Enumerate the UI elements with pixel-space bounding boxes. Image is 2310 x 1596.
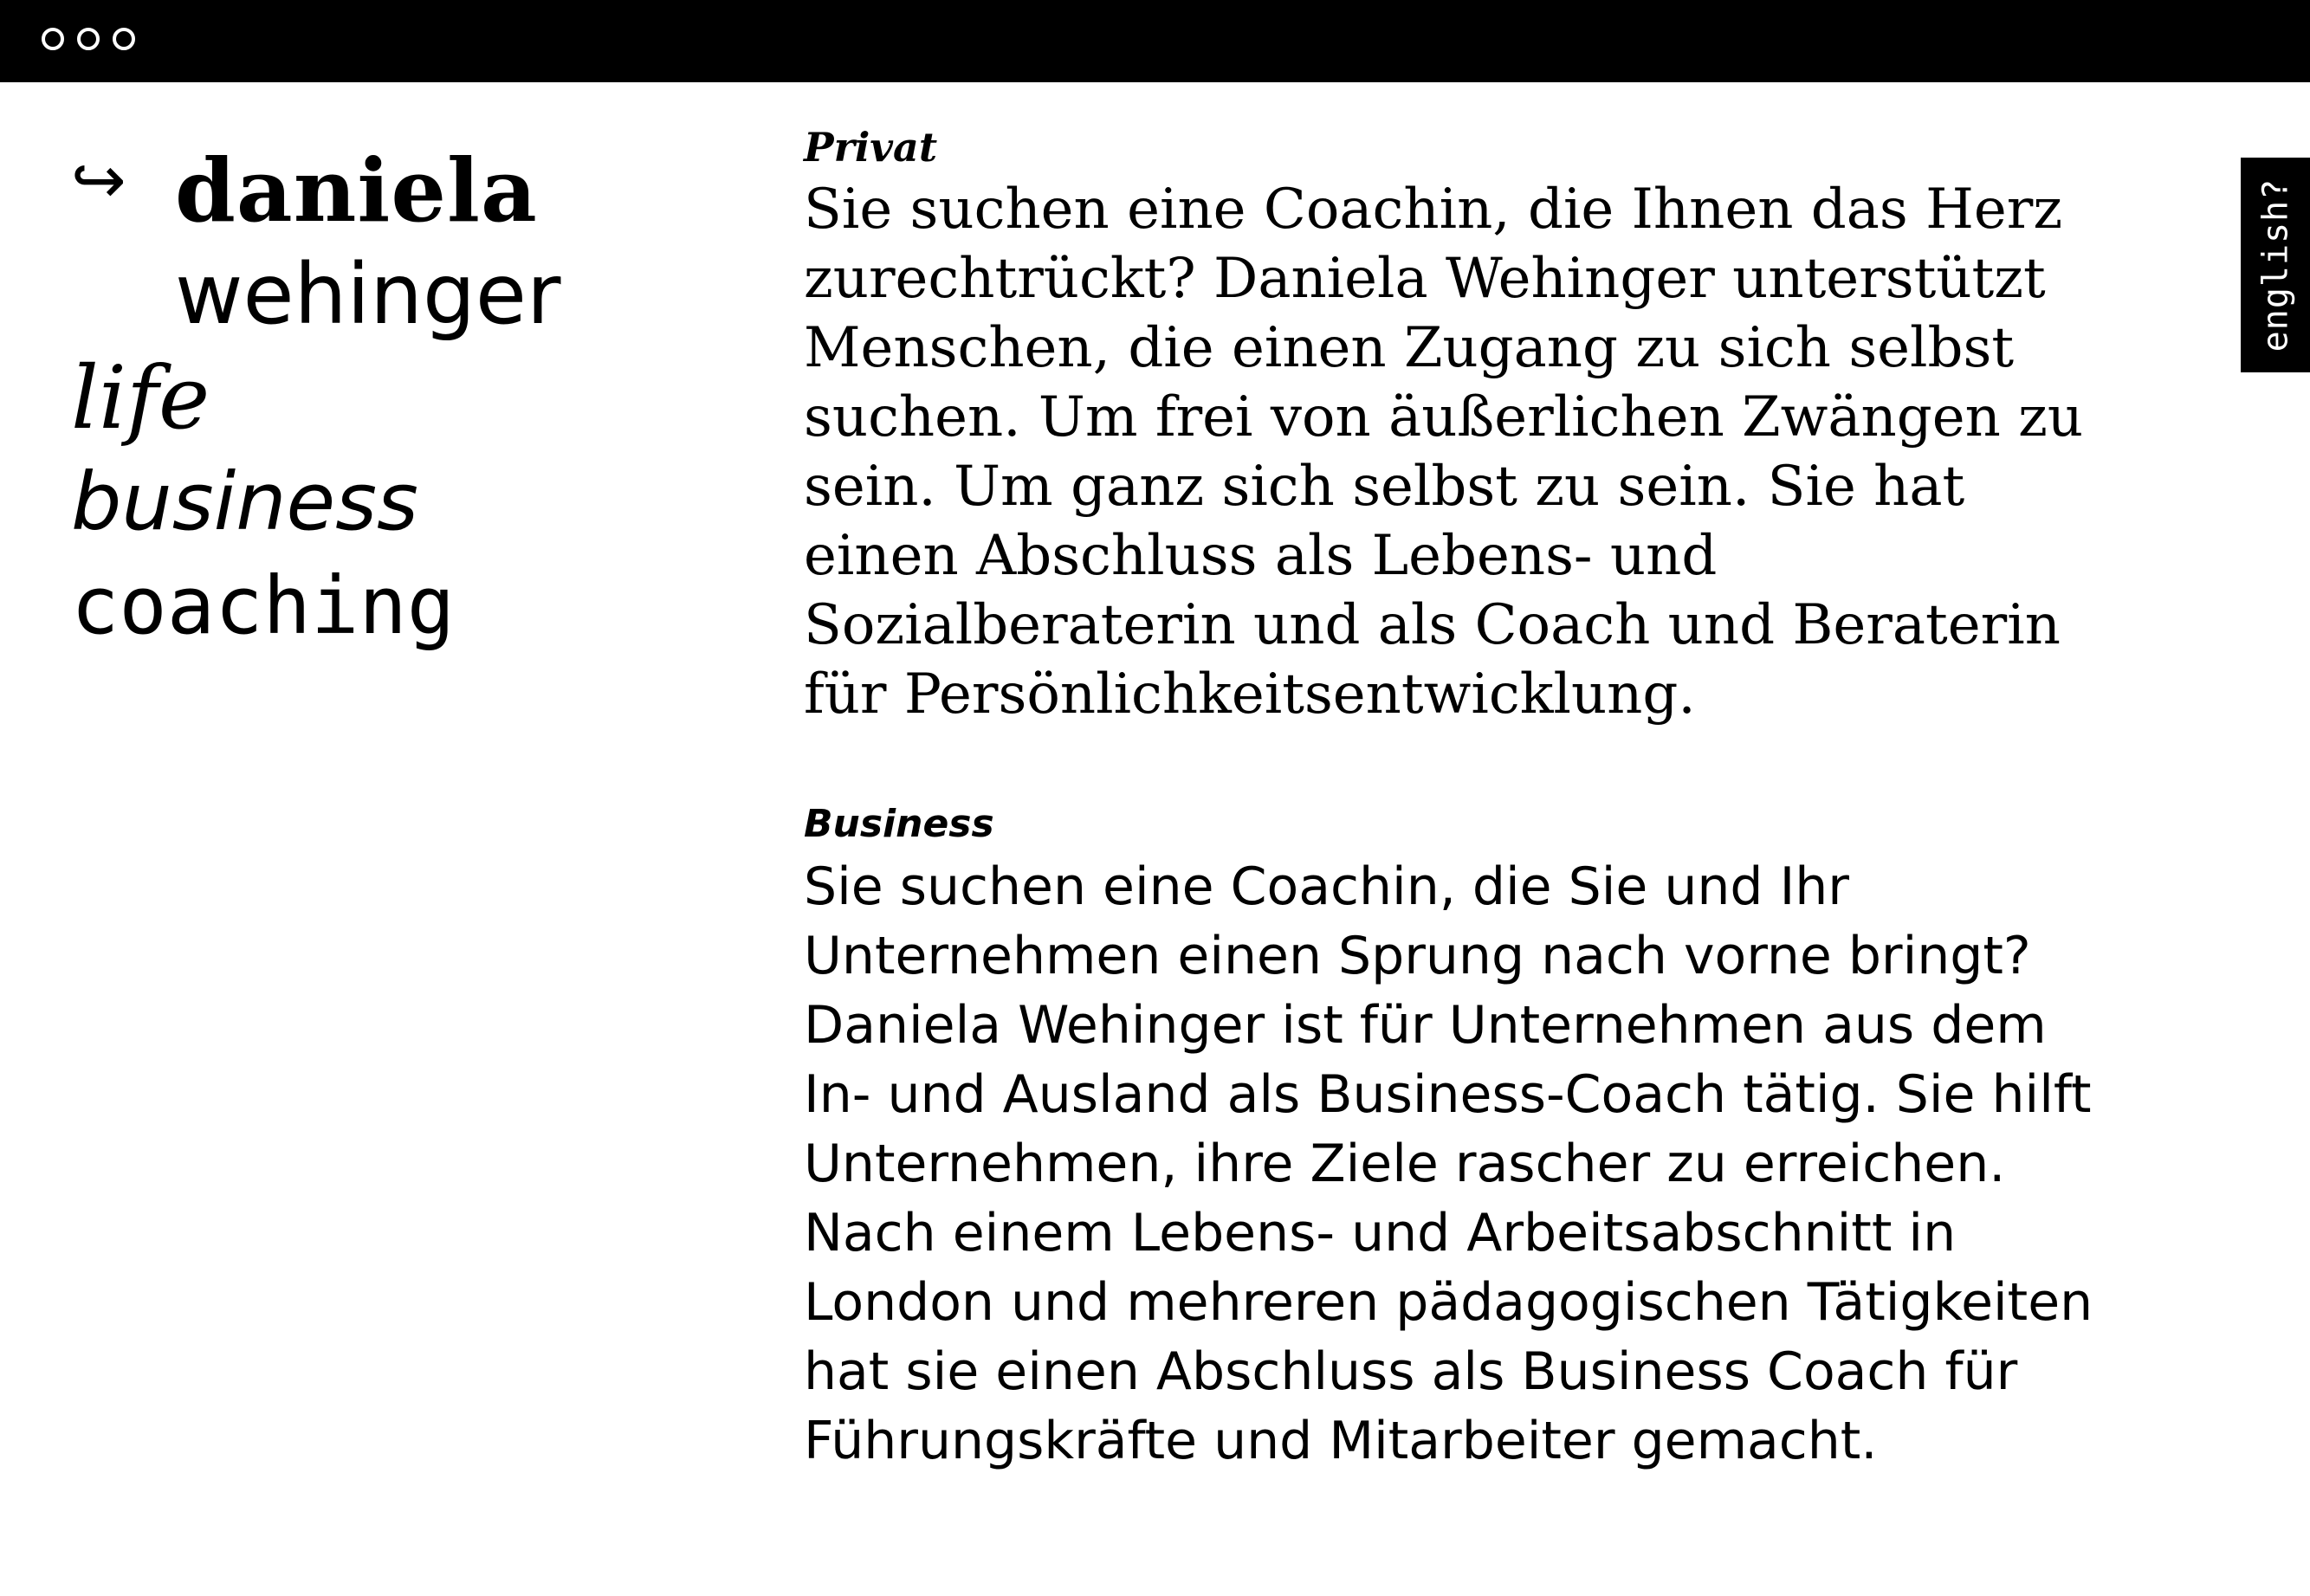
logo-tagline-coaching: coaching bbox=[71, 559, 456, 652]
business-section bbox=[804, 797, 2120, 1476]
logo-tagline-life: life bbox=[71, 347, 210, 449]
logo-tagline-business: business bbox=[71, 456, 418, 548]
minimize-window-icon[interactable] bbox=[77, 28, 100, 50]
english-language-toggle[interactable] bbox=[2241, 158, 2310, 372]
business-text: Sie suchen eine Coachin, die Sie und Ihr Unternehmen einen Sprung nach vorne bringt? Daniela Wehinger ist für Unternehmen aus dem In- und Ausland als Business-Coach tätig. Sie hilft Unternehmen, ihre Ziele rascher zu erreichen. Nach einem Lebens- und Arbeitsabschnitt in London und mehreren pädagogischen Tätigkeiten hat sie einen Abschluss als Business Coach für Führungskräfte und Mitarbeiter gemacht. bbox=[804, 856, 2093, 1471]
privat-section bbox=[804, 120, 2120, 729]
privat-heading: Privat bbox=[804, 124, 938, 171]
window-title-bar bbox=[0, 0, 2310, 82]
logo-first-name: daniela bbox=[175, 139, 538, 242]
maximize-window-icon[interactable] bbox=[113, 28, 135, 50]
business-heading: Business bbox=[804, 802, 994, 846]
hook-arrow-icon: ↪ bbox=[71, 141, 126, 218]
logo-tagline bbox=[71, 346, 455, 658]
window-controls bbox=[42, 28, 135, 50]
privat-text: Sie suchen eine Coachin, die Ihnen das Herz zurechtrückt? Daniela Wehinger unterstützt Menschen, die einen Zugang zu sich selbst suchen. Um frei von äußerlichen Zwängen zu sein. Um ganz sich selbst zu sein. Sie hat einen Abschluss als Lebens- und Sozialberaterin und als Coach und Beraterin für Persönlichkeitsentwicklung. bbox=[804, 178, 2084, 727]
logo-last-name: wehinger bbox=[175, 246, 561, 343]
close-window-icon[interactable] bbox=[42, 28, 64, 50]
english-toggle-label: english? bbox=[2255, 178, 2295, 352]
logo-name bbox=[175, 139, 560, 346]
main-content bbox=[804, 120, 2120, 1476]
